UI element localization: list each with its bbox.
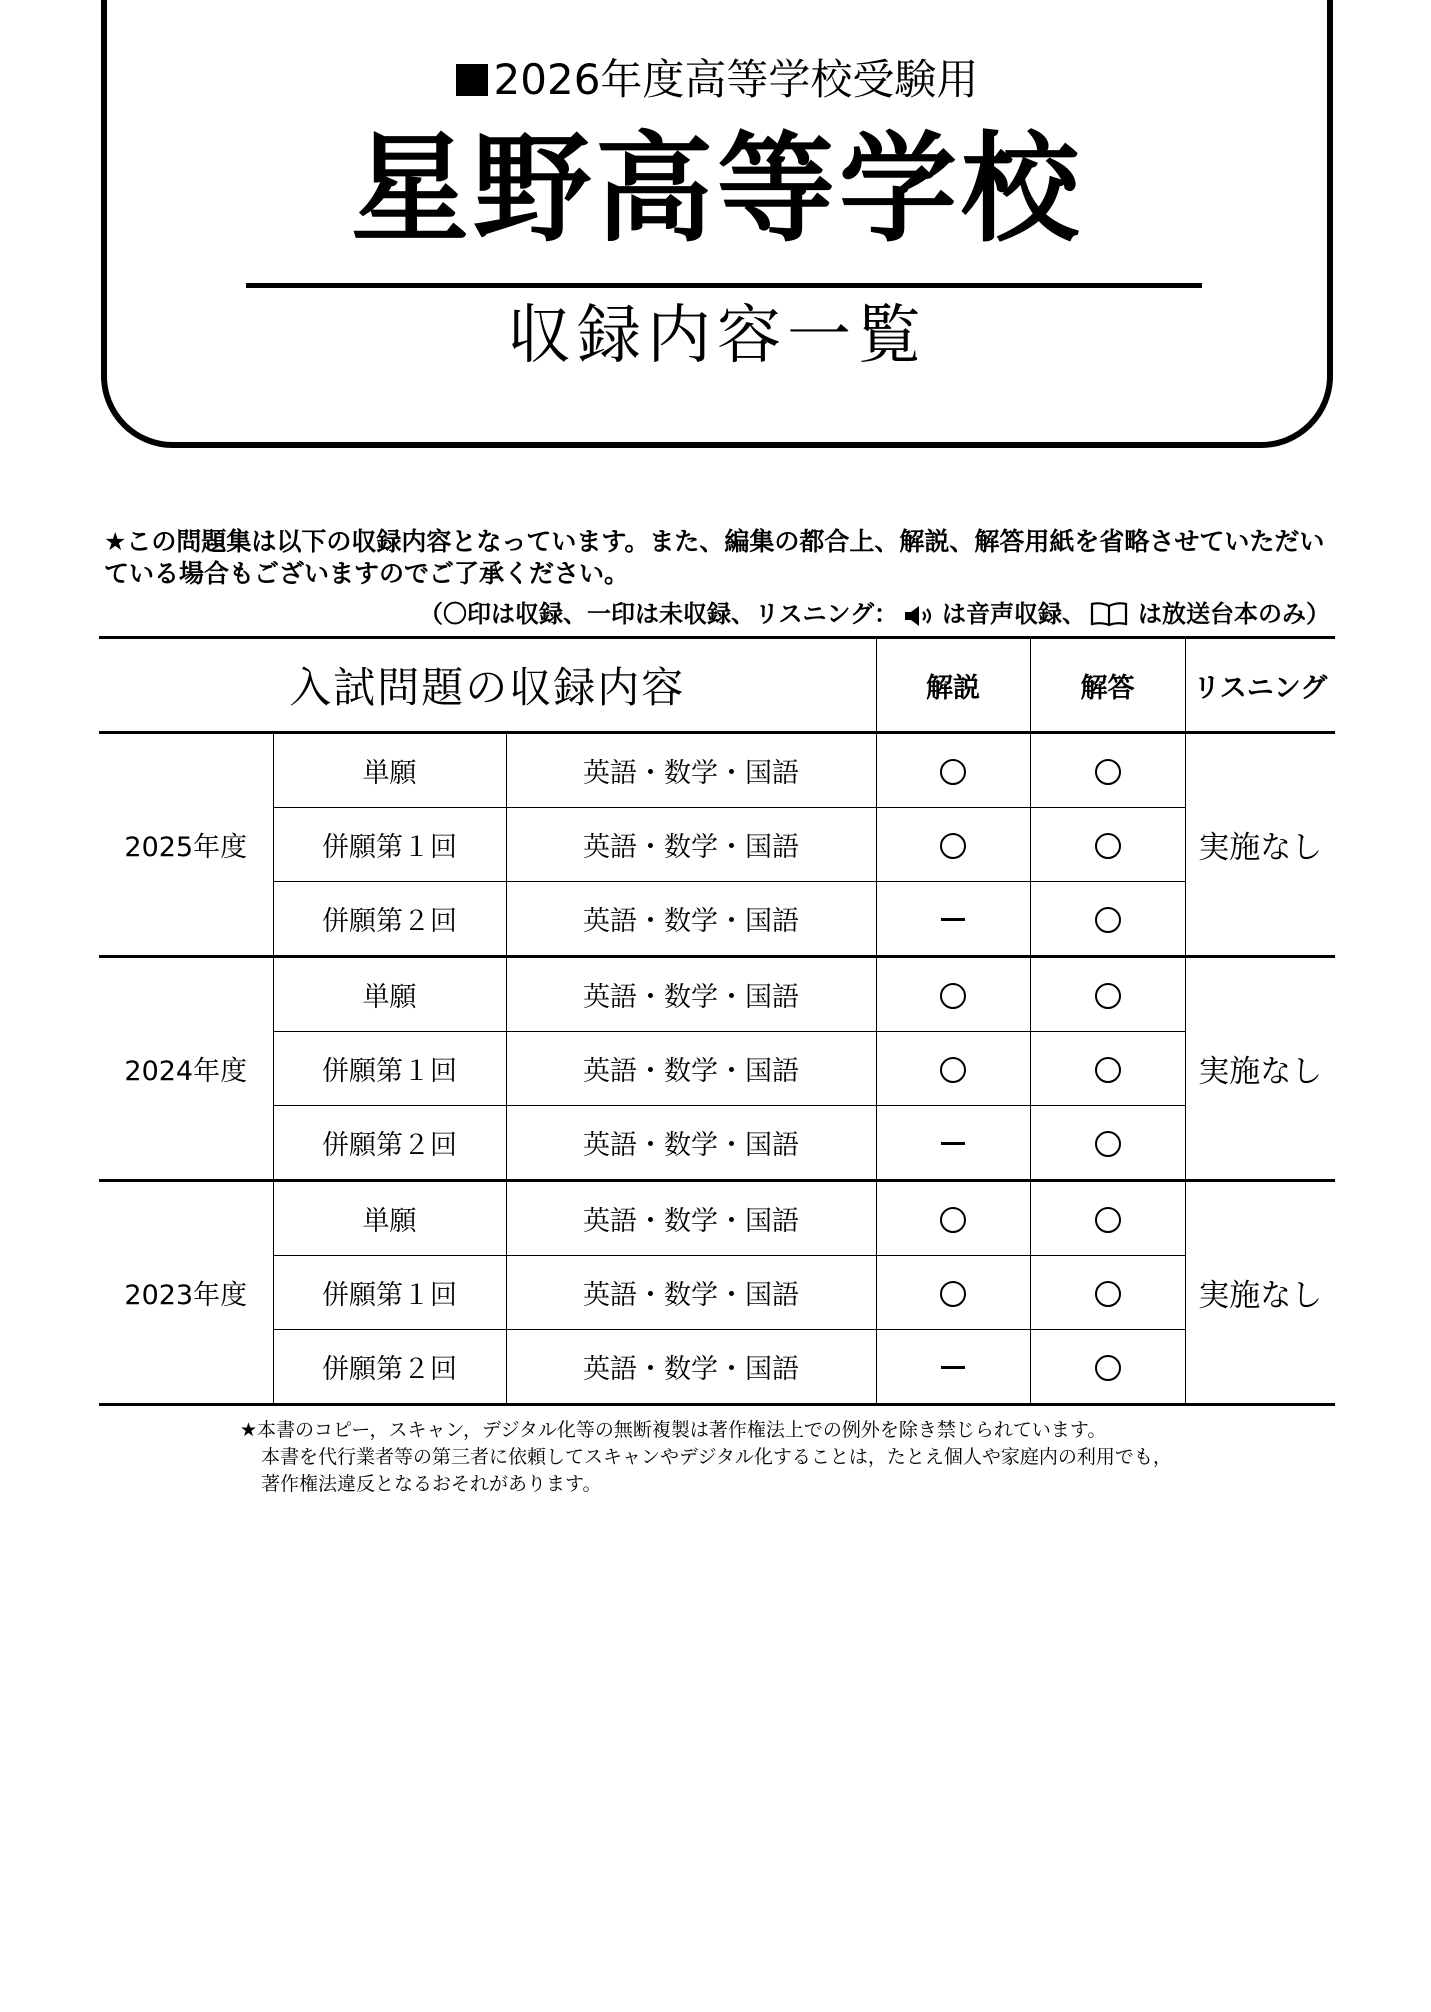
commentary-mark (941, 1351, 965, 1382)
table-row (99, 1106, 1335, 1181)
commentary-cell (876, 1256, 1030, 1330)
subjects-cell: 英語・数学・国語 (506, 1330, 876, 1405)
commentary-cell (876, 1106, 1030, 1181)
subjects-cell: 英語・数学・国語 (506, 882, 876, 957)
answers-cell (1030, 1106, 1185, 1181)
table-row (99, 733, 1335, 808)
subjects-cell: 英語・数学・国語 (506, 808, 876, 882)
answers-mark (1095, 1277, 1121, 1308)
square-bullet-icon (456, 64, 488, 96)
listening-cell: 実施なし (1185, 957, 1335, 1181)
answers-mark (1095, 1127, 1121, 1158)
commentary-cell (876, 808, 1030, 882)
subjects-cell: 英語・数学・国語 (506, 733, 876, 808)
listening-header: リスニング (1185, 638, 1335, 733)
answers-mark (1095, 1203, 1121, 1234)
exam-year-text: 2026年度高等学校受験用 (493, 55, 979, 104)
answers-cell (1030, 808, 1185, 882)
table-row (99, 882, 1335, 957)
circle-mark-icon (1095, 833, 1121, 859)
exam-cell: 併願第２回 (273, 882, 506, 957)
legend (104, 598, 1330, 630)
circle-mark-icon (1095, 907, 1121, 933)
dash-mark-icon (941, 1366, 965, 1369)
answers-cell (1030, 1256, 1185, 1330)
exam-year-label (107, 54, 1327, 106)
exam-cell: 併願第２回 (273, 1330, 506, 1405)
commentary-mark (940, 829, 966, 860)
answers-mark (1095, 755, 1121, 786)
circle-mark-icon (940, 759, 966, 785)
answers-mark (1095, 979, 1121, 1010)
circle-mark-icon (1095, 759, 1121, 785)
commentary-mark (940, 755, 966, 786)
notice-line: ★本書のコピー，スキャン，デジタル化等の無断複製は著作権法上での例外を除き禁じられています。 (240, 1419, 1107, 1441)
circle-mark-icon (1095, 1207, 1121, 1233)
commentary-mark (941, 1127, 965, 1158)
circle-mark-icon (1095, 1281, 1121, 1307)
table-row (99, 1032, 1335, 1106)
answers-cell (1030, 957, 1185, 1032)
dash-mark-icon (941, 1142, 965, 1145)
exam-cell: 単願 (273, 957, 506, 1032)
exam-cell: 併願第１回 (273, 1256, 506, 1330)
table-header-row (99, 638, 1335, 733)
answers-cell (1030, 733, 1185, 808)
circle-mark-icon (940, 1057, 966, 1083)
table-row (99, 1181, 1335, 1256)
table-row (99, 957, 1335, 1032)
table-row (99, 1330, 1335, 1405)
commentary-mark (940, 1053, 966, 1084)
legend-part-1: （〇印は収録、一印は未収録、リスニング： (418, 600, 898, 628)
year-cell: 2025年度 (99, 733, 273, 957)
circle-mark-icon (940, 1281, 966, 1307)
exam-cell: 単願 (273, 733, 506, 808)
listening-cell: 実施なし (1185, 1181, 1335, 1405)
commentary-cell (876, 1032, 1030, 1106)
answers-cell (1030, 1032, 1185, 1106)
commentary-mark (941, 903, 965, 934)
commentary-mark (940, 1277, 966, 1308)
contents-table (99, 636, 1335, 1406)
commentary-cell (876, 957, 1030, 1032)
answers-cell (1030, 1181, 1185, 1256)
legend-part-2: は音声収録、 (942, 600, 1086, 628)
circle-mark-icon (1095, 1057, 1121, 1083)
notice-line: 著作権法違反となるおそれがあります。 (261, 1473, 602, 1495)
circle-mark-icon (1095, 1355, 1121, 1381)
exam-cell: 併願第１回 (273, 808, 506, 882)
book-icon (1090, 601, 1128, 627)
circle-mark-icon (940, 1207, 966, 1233)
subjects-cell: 英語・数学・国語 (506, 957, 876, 1032)
exam-cell: 併願第１回 (273, 1032, 506, 1106)
subjects-cell: 英語・数学・国語 (506, 1106, 876, 1181)
commentary-header: 解説 (876, 638, 1030, 733)
title-divider (246, 283, 1202, 288)
table-row (99, 808, 1335, 882)
exam-cell: 単願 (273, 1181, 506, 1256)
year-cell: 2024年度 (99, 957, 273, 1181)
answers-mark (1095, 829, 1121, 860)
year-cell: 2023年度 (99, 1181, 273, 1405)
notice-line: 本書を代行業者等の第三者に依頼してスキャンやデジタル化することは，たとえ個人や家庭内の利用でも， (261, 1446, 1172, 1468)
commentary-cell (876, 1181, 1030, 1256)
commentary-cell (876, 733, 1030, 808)
answers-cell (1030, 882, 1185, 957)
answers-mark (1095, 903, 1121, 934)
circle-mark-icon (940, 833, 966, 859)
answers-cell (1030, 1330, 1185, 1405)
commentary-mark (940, 1203, 966, 1234)
circle-mark-icon (1095, 983, 1121, 1009)
speaker-icon (904, 605, 938, 627)
answers-header: 解答 (1030, 638, 1185, 733)
circle-mark-icon (1095, 1131, 1121, 1157)
answers-mark (1095, 1053, 1121, 1084)
intro-text: ★この問題集は以下の収録内容となっています。また、編集の都合上、解説、解答用紙を省略させていただいている場合もございますのでご了承ください。 (104, 527, 1325, 588)
title-frame (101, 0, 1333, 448)
contents-title: 収録内容一覧 (507, 299, 927, 373)
exam-cell: 併願第２回 (273, 1106, 506, 1181)
table-row (99, 1256, 1335, 1330)
school-name: 星野高等学校 (350, 120, 1083, 258)
listening-cell: 実施なし (1185, 733, 1335, 957)
commentary-cell (876, 1330, 1030, 1405)
commentary-mark (940, 979, 966, 1010)
circle-mark-icon (940, 983, 966, 1009)
copyright-notice (240, 1417, 1300, 1498)
legend-part-3: は放送台本のみ） (1138, 600, 1330, 628)
contents-header: 入試問題の収録内容 (99, 638, 876, 733)
subjects-cell: 英語・数学・国語 (506, 1256, 876, 1330)
answers-mark (1095, 1351, 1121, 1382)
subjects-cell: 英語・数学・国語 (506, 1181, 876, 1256)
commentary-cell (876, 882, 1030, 957)
dash-mark-icon (941, 918, 965, 921)
subjects-cell: 英語・数学・国語 (506, 1032, 876, 1106)
